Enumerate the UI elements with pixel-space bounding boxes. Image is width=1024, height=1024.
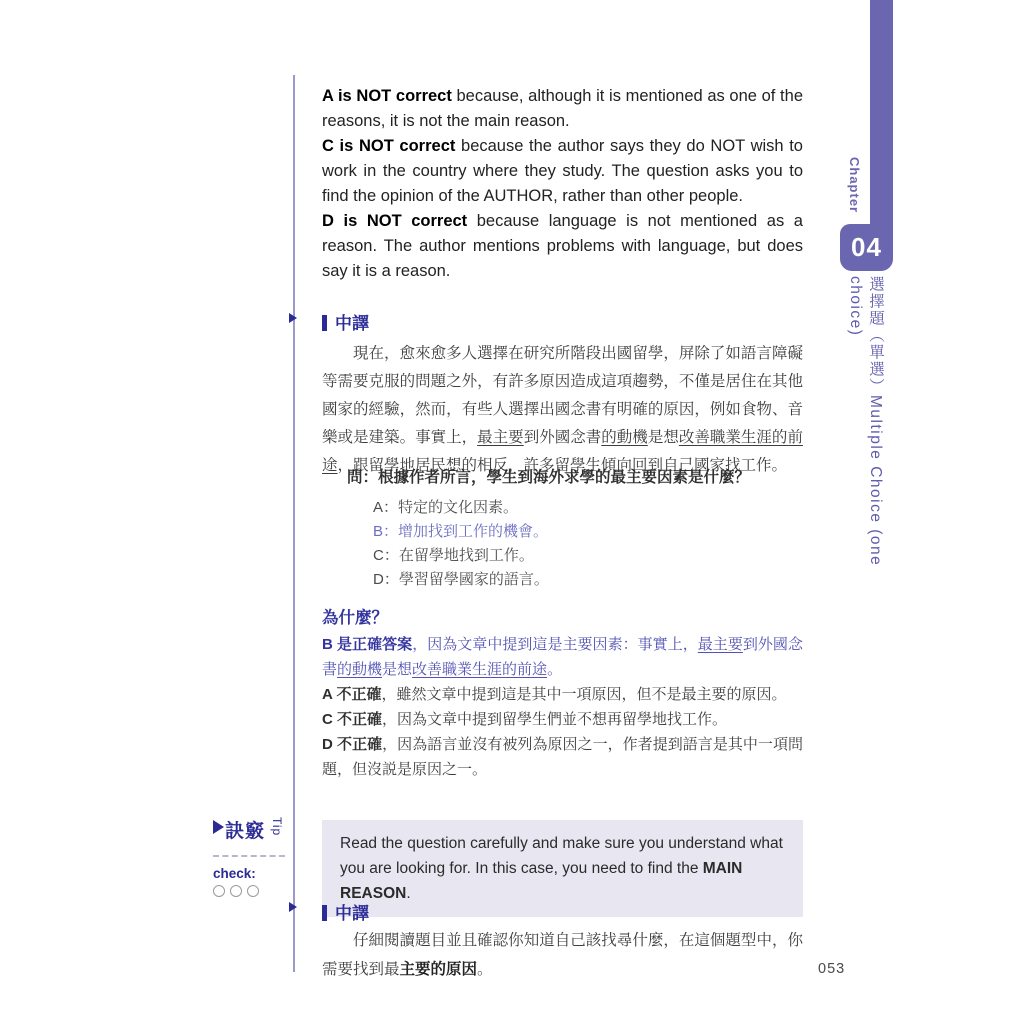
explanation-d: D 不正確，因為語言並沒有被列為原因之一，作者提到語言是其中一項問題，但沒説是原因之一。 xyxy=(322,736,803,778)
option-c: C：在留學地找到工作。 xyxy=(373,547,534,564)
check-circle-icon xyxy=(247,885,259,897)
note-c-lead: C is NOT correct xyxy=(322,137,456,155)
page-number: 053 xyxy=(818,961,846,977)
english-answer-notes xyxy=(322,84,803,284)
check-label: check: xyxy=(213,866,256,881)
question-options xyxy=(347,496,803,592)
chapter-title-vertical: 選擇題（單選）Multiple Choice (one choice) xyxy=(847,276,884,567)
option-d: D：學習留學國家的語言。 xyxy=(373,571,549,588)
note-a-text: because, although it is mentioned as one of the reasons, it is not the main reason. xyxy=(322,87,803,130)
explanation-a: A 不正確，雖然文章中提到這是其中一項原因，但不是最主要的原因。 xyxy=(322,686,787,703)
why-heading: 為什麼？ xyxy=(322,609,388,627)
tip-sidebar xyxy=(213,816,291,897)
answer-explanations xyxy=(322,632,803,782)
rail-arrow-icon xyxy=(289,313,297,323)
rail-arrow-icon xyxy=(289,902,297,912)
check-circle-icon xyxy=(230,885,242,897)
note-c-text: because the author says they do NOT wish to work in the country where they study. The question asks you to find the opinion of the AUTHOR, rather than other people. xyxy=(322,137,803,205)
question-block xyxy=(347,466,803,592)
tip-label: 訣竅 xyxy=(225,821,266,842)
note-a-lead: A is NOT correct xyxy=(322,87,452,105)
note-d-lead: D is NOT correct xyxy=(322,212,468,230)
option-a: A：特定的文化因素。 xyxy=(373,499,519,516)
tip-box: Read the question carefully and make sure you understand what you are looking for. In this case, you need to find the MAIN REASON. xyxy=(322,820,803,917)
translation-heading-label: 中譯 xyxy=(335,904,369,923)
check-circle-icon xyxy=(213,885,225,897)
tip-title-row xyxy=(213,816,291,843)
translation-paragraph: 現在，愈來愈多人選擇在研究所階段出國留學，屏除了如語言障礙等需要克服的問題之外，有許多原因造成這項趨勢，不僅是居住在其他國家的經驗，然而，有些人選擇出國念書有明確的原因，例如食物、音樂或是建築。事實上，最主要到外國念書的動機是想改善職業生涯的前途，跟留學地居民想的相反，許多留學生傾向回到自己國家找工作。 xyxy=(322,345,803,474)
translation-heading xyxy=(322,309,803,334)
dashed-divider xyxy=(213,855,285,857)
chapter-label: Chapter xyxy=(847,157,862,214)
note-d-text: because language is not mentioned as a reason. The author mentions problems with language, but does say it is a reason. xyxy=(322,212,803,280)
chapter-bar xyxy=(870,0,893,240)
translation-heading-label: 中譯 xyxy=(335,314,369,333)
tip-arrow-icon xyxy=(213,820,224,834)
check-circles xyxy=(213,885,291,897)
explanation-c: C 不正確，因為文章中提到留學生們並不想再留學地找工作。 xyxy=(322,711,728,728)
option-b: B：增加找到工作的機會。 xyxy=(373,523,549,540)
tip-vertical-label: Tip xyxy=(270,817,285,837)
heading-bar-icon xyxy=(322,905,327,921)
translation-paragraph: 仔細閱讀題目並且確認你知道自己該找尋什麼，在這個題型中，你需要找到最主要的原因。 xyxy=(322,932,803,978)
question-stem: 問：根據作者所言，學生到海外求學的最主要因素是什麼？ xyxy=(347,469,751,486)
explanation-b: B 是正確答案，因為文章中提到這是主要因素：事實上，最主要到外國念書的動機是想改善職業生涯的前途。 xyxy=(322,636,803,678)
translation-heading xyxy=(322,899,803,924)
heading-bar-icon xyxy=(322,315,327,331)
chapter-number-badge: 04 xyxy=(840,224,893,271)
content-rail-line xyxy=(293,75,295,972)
